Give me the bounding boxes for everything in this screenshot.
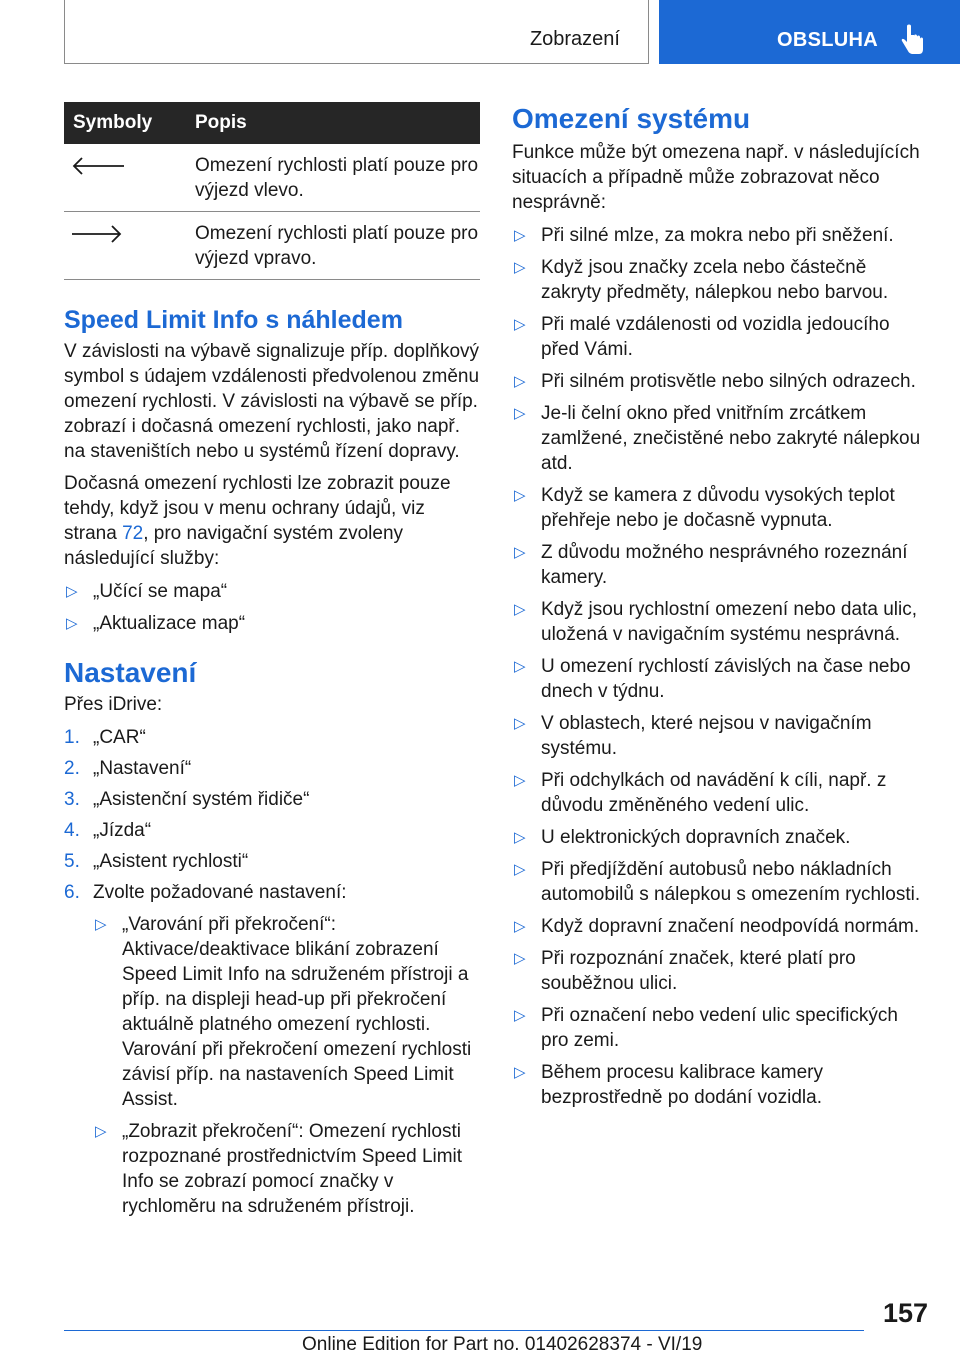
paragraph: [64, 471, 480, 571]
step-text: Zvolte požadované nastavení:: [93, 882, 347, 903]
left-column: [64, 102, 480, 1219]
heading-speed-limit-info: Speed Limit Info s náhledem: [64, 306, 403, 334]
table-header-description: Popis: [195, 102, 480, 144]
paragraph: Přes iDrive:: [64, 694, 163, 715]
list-item-text: „Zobrazit překročení“: Omezení rychlosti rozpoznané prostřednictvím Speed Limit Info se zobrazí pomocí značky v rychloměru na sdruženém přístroji.: [122, 1121, 463, 1217]
list-item: [512, 914, 928, 939]
step-item: [64, 849, 480, 874]
table-row: [64, 144, 480, 212]
list-item: [512, 711, 928, 761]
triangle-bullet-icon: ▷: [95, 1123, 107, 1140]
triangle-bullet-icon: ▷: [514, 950, 526, 967]
list-item: [512, 1003, 928, 1053]
footer-divider: [64, 1330, 864, 1331]
step-item: [64, 880, 480, 1219]
arrow-left-icon: [68, 155, 128, 177]
triangle-bullet-icon: ▷: [514, 405, 526, 422]
table-row: [64, 212, 480, 280]
list-item-text: Když jsou rychlostní omezení nebo data ulic, uložená v navigačním systému nesprávná.: [541, 599, 917, 645]
steps-list: [64, 725, 480, 1219]
limitations-list: [512, 223, 928, 1110]
triangle-bullet-icon: ▷: [66, 615, 78, 632]
list-item-text: Když jsou značky zcela nebo částečně zakryty předměty, nálepkou nebo barvou.: [541, 257, 889, 303]
list-item: [512, 401, 928, 476]
list-item-text: Při silném protisvětle nebo silných odrazech.: [541, 371, 916, 392]
step-text: „CAR“: [93, 727, 146, 748]
triangle-bullet-icon: ▷: [514, 544, 526, 561]
triangle-bullet-icon: ▷: [514, 829, 526, 846]
list-item-text: Při odchylkách od navádění k cíli, např. z důvodu změněného vedení ulic.: [541, 770, 887, 816]
list-item: [512, 483, 928, 533]
step-text: „Asistenční systém řidiče“: [93, 789, 310, 810]
list-item: [512, 946, 928, 996]
symbol-table: [64, 102, 480, 280]
triangle-bullet-icon: ▷: [66, 583, 78, 600]
table-cell-description: Omezení rychlosti platí pouze pro výjezd vlevo.: [195, 144, 480, 212]
triangle-bullet-icon: ▷: [514, 658, 526, 675]
hand-pointer-icon: [899, 24, 925, 56]
list-item-text: Je-li čelní okno před vnitřním zrcátkem zamlžené, znečistěné nebo zakryté nálepkou atd.: [541, 403, 921, 474]
heading-nastaveni: Nastavení: [64, 657, 197, 688]
triangle-bullet-icon: ▷: [514, 1007, 526, 1024]
service-list: [64, 579, 480, 636]
paragraph: V závislosti na výbavě signalizuje příp. doplňkový symbol s údajem vzdálenosti předvolenou změnu omezení rychlosti. V závislosti na výbavě se příp. zobrazí i dočasná omezení rychlosti, jako např. na staveništích nebo u systémů řízení dopravy.: [64, 341, 480, 462]
triangle-bullet-icon: ▷: [514, 373, 526, 390]
list-item-text: Při rozpoznání značek, které platí pro souběžnou ulici.: [541, 948, 856, 994]
step-number: 3.: [64, 789, 80, 810]
triangle-bullet-icon: ▷: [514, 601, 526, 618]
step-text: „Nastavení“: [93, 758, 192, 779]
list-item: [64, 611, 480, 636]
chapter-tab-label: OBSLUHA: [777, 29, 878, 51]
step-number: 5.: [64, 851, 80, 872]
list-item-text: U elektronických dopravních značek.: [541, 827, 851, 848]
list-item: [512, 1060, 928, 1110]
table-cell-symbol: [64, 144, 195, 212]
page-link[interactable]: 72: [122, 523, 144, 544]
list-item: [512, 223, 928, 248]
list-item: [512, 857, 928, 907]
list-item: [64, 579, 480, 604]
list-item: [512, 768, 928, 818]
list-item: [93, 912, 480, 1112]
step-text: „Jízda“: [93, 820, 152, 841]
triangle-bullet-icon: ▷: [514, 861, 526, 878]
triangle-bullet-icon: ▷: [514, 227, 526, 244]
list-item-text: „Učící se mapa“: [93, 581, 228, 602]
triangle-bullet-icon: ▷: [514, 259, 526, 276]
triangle-bullet-icon: ▷: [514, 1064, 526, 1081]
step-item: [64, 756, 480, 781]
list-item-text: „Varování při překročení“: Aktivace/deaktivace blikání zobrazení Speed Limit Info na sdruženém přístroji a příp. na displeji head-up při překročení aktuálně platného omezení rychlosti. Varování při překročení omezení rychlosti závisí příp. na nastaveních Speed Limit Assist.: [122, 914, 472, 1110]
list-item: [512, 312, 928, 362]
list-item: [512, 597, 928, 647]
step-item: [64, 725, 480, 750]
list-item-text: Při silné mlze, za mokra nebo při sněžení.: [541, 225, 894, 246]
step-text: „Asistent rychlosti“: [93, 851, 249, 872]
page-number: 157: [882, 1298, 928, 1328]
right-column: [512, 102, 928, 1117]
list-item: [512, 654, 928, 704]
list-item-text: V oblastech, které nejsou v navigačním systému.: [541, 713, 872, 759]
table-cell-description: Omezení rychlosti platí pouze pro výjezd vpravo.: [195, 212, 480, 280]
text: Dočasná omezení rychlosti lze zobrazit pouze tehdy, když jsou v menu ochrany údajů, viz strana: [64, 473, 451, 544]
settings-sublist: [93, 912, 480, 1219]
list-item-text: U omezení rychlostí závislých na čase nebo dnech v týdnu.: [541, 656, 911, 702]
paragraph: Funkce může být omezena např. v následujících situacích a případně může zobrazovat něco nesprávně:: [512, 142, 920, 213]
list-item: [512, 825, 928, 850]
list-item-text: „Aktualizace map“: [93, 613, 246, 634]
table-cell-symbol: [64, 212, 195, 280]
arrow-right-icon: [68, 223, 128, 245]
triangle-bullet-icon: ▷: [514, 918, 526, 935]
table-header-symbols: Symboly: [64, 102, 195, 144]
step-item: [64, 787, 480, 812]
step-number: 4.: [64, 820, 80, 841]
triangle-bullet-icon: ▷: [514, 772, 526, 789]
list-item: [93, 1119, 480, 1219]
heading-omezeni-systemu: Omezení systému: [512, 103, 751, 134]
chapter-tab[interactable]: [659, 0, 960, 64]
list-item-text: Při předjíždění autobusů nebo nákladních automobilů s nálepkou s omezením rychlosti.: [541, 859, 921, 905]
list-item-text: Z důvodu možného nesprávného rozeznání kamery.: [541, 542, 908, 588]
step-number: 1.: [64, 727, 80, 748]
list-item-text: Při označení nebo vedení ulic specifických pro zemi.: [541, 1005, 898, 1051]
triangle-bullet-icon: ▷: [514, 316, 526, 333]
list-item-text: Při malé vzdálenosti od vozidla jedoucího před Vámi.: [541, 314, 890, 360]
triangle-bullet-icon: ▷: [514, 715, 526, 732]
section-title: Zobrazení: [529, 28, 620, 50]
list-item-text: Když se kamera z důvodu vysokých teplot přehřeje nebo je dočasně vypnuta.: [541, 485, 895, 531]
step-item: [64, 818, 480, 843]
edition-text: Online Edition for Part no. 01402628374 - VI/19: [302, 1334, 703, 1355]
step-number: 2.: [64, 758, 80, 779]
triangle-bullet-icon: ▷: [95, 916, 107, 933]
list-item-text: Když dopravní značení neodpovídá normám.: [541, 916, 920, 937]
list-item: [512, 369, 928, 394]
step-number: 6.: [64, 882, 80, 903]
text: , pro navigační systém zvoleny následující služby:: [64, 523, 404, 569]
list-item: [512, 255, 928, 305]
list-item: [512, 540, 928, 590]
list-item-text: Během procesu kalibrace kamery bezprostředně po dodání vozidla.: [541, 1062, 823, 1108]
triangle-bullet-icon: ▷: [514, 487, 526, 504]
